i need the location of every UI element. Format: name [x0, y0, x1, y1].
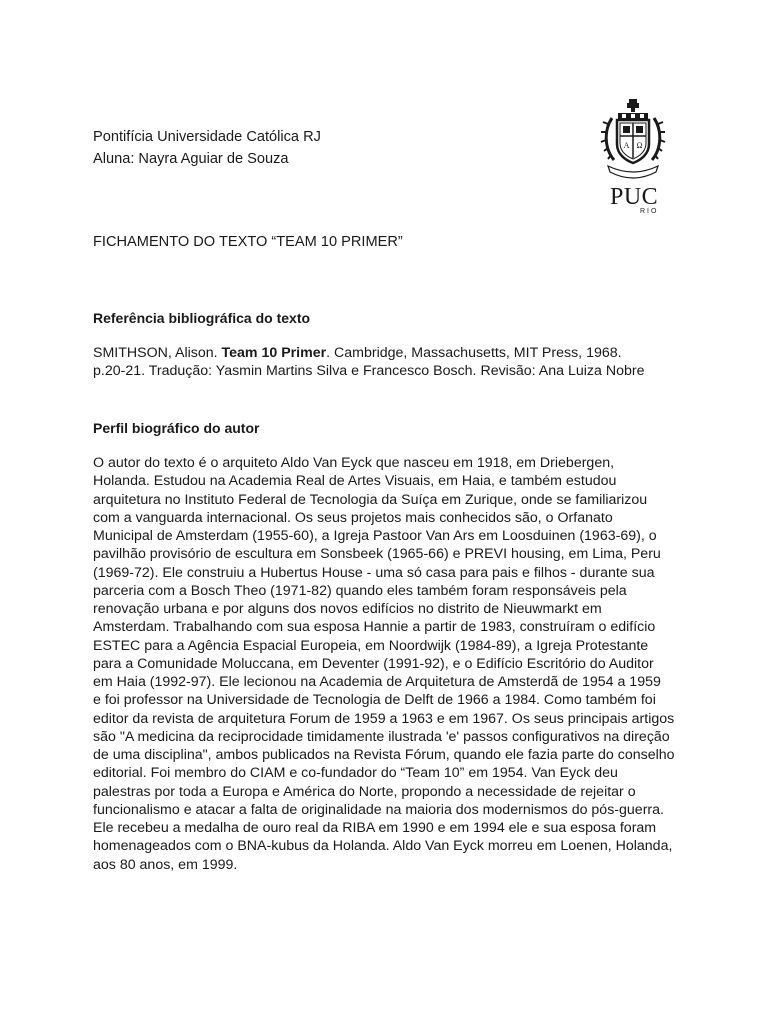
biography-line: (1969-72). Ele construiu a Hubertus House - uma só casa para pais e filhos - durante sua — [93, 564, 655, 581]
biography-line: aos 80 anos, em 1999. — [93, 856, 238, 873]
reference-book-title: Team 10 Primer — [221, 345, 327, 361]
biography-line: O autor do texto é o arquiteto Aldo Van Eyck que nasceu em 1918, em Driebergen, — [93, 455, 615, 471]
biography-line: homenageados com o BNA-kubus da Holanda. Aldo Van Eyck morreu em Loenen, Holanda, — [93, 838, 673, 855]
biography-line: para a Comunidade Moluccana, em Deventer (1991-92), e o Edifício Escritório do Auditor — [93, 655, 654, 672]
reference-text — [93, 344, 693, 380]
svg-text:A: A — [623, 141, 630, 150]
reference-heading: Referência bibliográfica do texto — [93, 310, 311, 326]
biography-heading: Perfil biográfico do autor — [93, 420, 260, 436]
svg-text:Ω: Ω — [636, 141, 643, 150]
document-header — [93, 126, 321, 170]
biography-text — [93, 454, 693, 874]
biography-line: editor da revista de arquitetura Forum de 1959 a 1963 e em 1967. Os seus principais artigos — [93, 710, 675, 727]
biography-line: editorial. Foi membro do CIAM e co-fundador do “Team 10” em 1954. Van Eyck deu — [93, 765, 618, 782]
biography-line: parceria com a Bosch Theo (1971-82) quando eles também foram responsáveis pela — [93, 582, 627, 599]
biography-line: renovação urbana e por alguns dos novos edifícios no distrito de Nieuwmarkt em — [93, 601, 602, 617]
biography-line: em Haia (1992-97). Ele lecionou na Academia de Arquitetura de Amsterdã de 1954 a 1959 — [93, 674, 661, 690]
biography-line: funcionalismo e atacar a falta de originalidade na maioria dos modernismos do pós-guerra. — [93, 801, 664, 818]
reference-line-1 — [93, 344, 693, 362]
reference-line-2: p.20-21. Tradução: Yasmin Martins Silva e Francesco Bosch. Revisão: Ana Luiza Nobre — [93, 363, 645, 379]
puc-rio-logo — [598, 98, 668, 216]
biography-line: palestras por toda a Europa e América do Norte, propondo a necessidade de rejeitar o — [93, 783, 636, 800]
biography-line: com a vanguarda internacional. Os seus projetos mais conhecidos são, o Orfanato — [93, 509, 613, 526]
student-name: Aluna: Nayra Aguiar de Souza — [93, 151, 289, 167]
biography-line: de uma disciplina", ambos publicados na Revista Fórum, quando ele fazia parte do conselho — [93, 747, 675, 763]
biography-line: pavilhão provisório de escultura em Sonsbeek (1965-66) e PREVI housing, em Lima, Peru — [93, 546, 661, 563]
biography-line: são "A medicina da reciprocidade timidamente ilustrada 'e' passos configurativos na direção — [93, 728, 670, 745]
biography-line: Amsterdam. Trabalhando com sua esposa Hannie a partir de 1983, construíram o edifício — [93, 619, 656, 636]
biography-line: Holanda. Estudou na Academia Real de Artes Visuais, em Haia, e também estudou — [93, 473, 617, 490]
biography-line: ESTEC para a Agência Espacial Europeia, em Noordwijk (1984-89), a Igreja Protestante — [93, 637, 649, 654]
institution-name: Pontifícia Universidade Católica RJ — [93, 129, 321, 145]
biography-line: Municipal de Amsterdam (1955-60), a Igreja Pastoor Van Ars em Loosduinen (1963-69), o — [93, 528, 657, 544]
reference-author: SMITHSON, Alison. — [93, 345, 222, 361]
logo-subtitle: RIO — [640, 208, 659, 215]
reference-publisher: . Cambridge, Massachusetts, MIT Press, 1968. — [326, 345, 622, 361]
biography-line: e foi professor na Universidade de Tecnologia de Delft de 1966 a 1984. Como também foi — [93, 692, 656, 709]
logo-wordmark: PUC — [610, 184, 659, 210]
biography-line: arquitetura no Instituto Federal de Tecnologia da Suíça em Zurique, onde se familiarizou — [93, 491, 648, 508]
puc-rio-crest-icon — [598, 98, 668, 184]
document-title: FICHAMENTO DO TEXTO “TEAM 10 PRIMER” — [93, 234, 403, 250]
biography-line: Ele recebeu a medalha de ouro real da RIBA em 1990 e em 1994 ele e sua esposa foram — [93, 820, 657, 836]
